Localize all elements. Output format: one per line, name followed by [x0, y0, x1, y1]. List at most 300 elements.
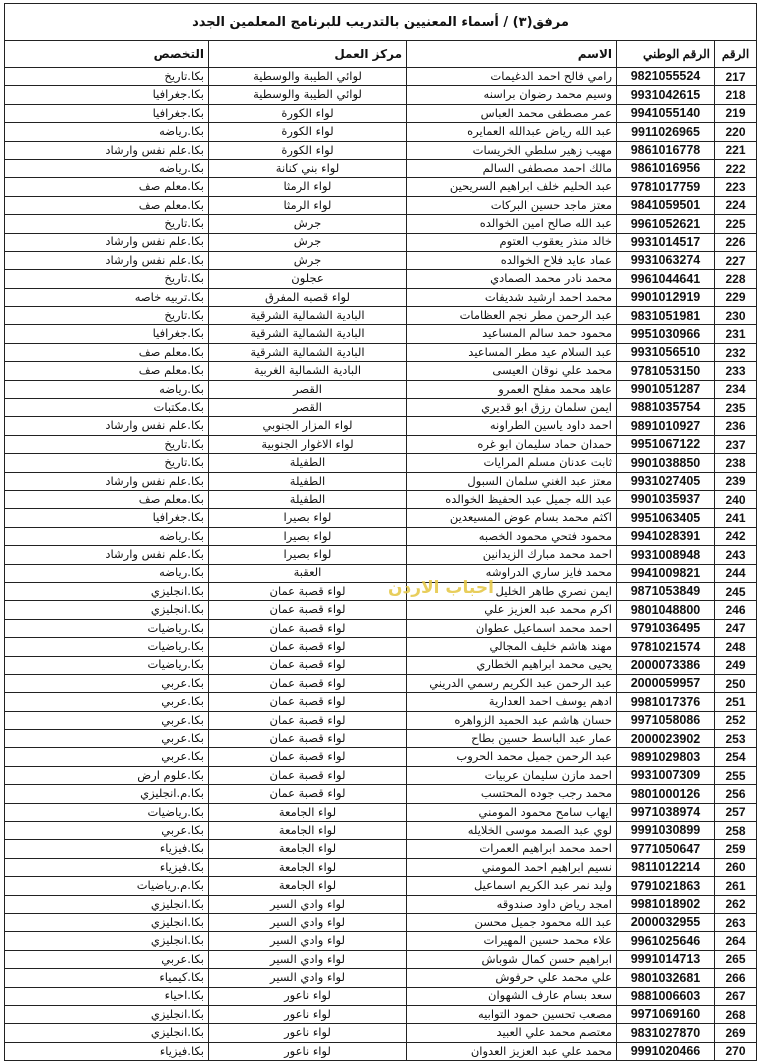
cell-name: عبد الله رياض عبدالله العمايره [407, 123, 617, 141]
cell-workplace: الطفيلة [209, 472, 407, 490]
cell-specialization: بكا.علم نفس وارشاد [5, 251, 209, 269]
cell-specialization: بكا.م.رياضيات [5, 877, 209, 895]
table-row [5, 895, 757, 913]
cell-workplace: لواء قصبة عمان [209, 785, 407, 803]
table-row [5, 1024, 757, 1042]
cell-national-id: 9991014713 [617, 950, 715, 968]
cell-workplace: لوائي الطيبة والوسطية [209, 68, 407, 86]
cell-national-id: 9891029803 [617, 748, 715, 766]
cell-name: احمد مازن سليمان عربيات [407, 766, 617, 784]
cell-workplace: لواء بصيرا [209, 546, 407, 564]
cell-num: 244 [715, 564, 757, 582]
cell-specialization: بكا.رياضه [5, 527, 209, 545]
cell-workplace: لواء قصبة عمان [209, 748, 407, 766]
cell-name: عبد الحليم خلف ابراهيم السريحين [407, 178, 617, 196]
cell-workplace: لواء الكورة [209, 104, 407, 122]
cell-name: محمود فتحي محمود الخصبه [407, 527, 617, 545]
table-body [5, 68, 757, 1061]
cell-name: معتز عبد الغني سلمان السبول [407, 472, 617, 490]
cell-workplace: البادية الشمالية الغربية [209, 362, 407, 380]
cell-name: محمد نادر محمد الصمادي [407, 270, 617, 288]
cell-name: نسيم ابراهيم احمد المومني [407, 858, 617, 876]
table-row [5, 68, 757, 86]
cell-num: 253 [715, 730, 757, 748]
table-row [5, 343, 757, 361]
cell-national-id: 9911026965 [617, 123, 715, 141]
cell-specialization: بكا.احياء [5, 987, 209, 1005]
header-workplace: مركز العمل [209, 41, 407, 68]
cell-num: 233 [715, 362, 757, 380]
cell-num: 230 [715, 307, 757, 325]
table-row [5, 86, 757, 104]
cell-workplace: لواء الكورة [209, 141, 407, 159]
cell-workplace: لواء وادي السير [209, 969, 407, 987]
cell-national-id: 9781017759 [617, 178, 715, 196]
table-row [5, 417, 757, 435]
cell-workplace: لواء وادي السير [209, 913, 407, 931]
table-row [5, 785, 757, 803]
cell-name: اكثم محمد بسام عوض المسيعدين [407, 509, 617, 527]
table-row [5, 748, 757, 766]
cell-national-id: 9941055140 [617, 104, 715, 122]
cell-name: محمد فايز ساري الدراوشه [407, 564, 617, 582]
table-row [5, 638, 757, 656]
cell-name: ادهم يوسف احمد العدارية [407, 693, 617, 711]
cell-national-id: 9781021574 [617, 638, 715, 656]
cell-specialization: بكا.عربي [5, 693, 209, 711]
cell-workplace: الطفيلة [209, 490, 407, 508]
table-row [5, 619, 757, 637]
cell-national-id: 9891010927 [617, 417, 715, 435]
cell-workplace: لواء ناعور [209, 987, 407, 1005]
cell-name: مهند هاشم خليف المجالي [407, 638, 617, 656]
cell-specialization: بكا.معلم صف [5, 343, 209, 361]
cell-name: عماد عايد فلاح الخوالده [407, 251, 617, 269]
table-row [5, 582, 757, 600]
cell-name: مهيب زهير سلطي الخريسات [407, 141, 617, 159]
cell-name: مصعب تحسين حمود التوابيه [407, 1005, 617, 1023]
table-row [5, 693, 757, 711]
cell-workplace: لواء الجامعة [209, 840, 407, 858]
cell-workplace: لواء الكورة [209, 123, 407, 141]
cell-specialization: بكا.انجليزي [5, 932, 209, 950]
cell-num: 251 [715, 693, 757, 711]
cell-workplace: لواء الجامعة [209, 803, 407, 821]
cell-workplace: لواء قصبة عمان [209, 693, 407, 711]
cell-workplace: لواء قصبة عمان [209, 582, 407, 600]
cell-name: محمد علي نوقان العيسى [407, 362, 617, 380]
cell-workplace: لواء بصيرا [209, 509, 407, 527]
cell-num: 243 [715, 546, 757, 564]
cell-workplace: لواء ناعور [209, 1005, 407, 1023]
cell-name: لوي عبد الصمد موسى الخلايله [407, 822, 617, 840]
cell-specialization: بكا.عربي [5, 748, 209, 766]
cell-specialization: بكا.علم نفس وارشاد [5, 141, 209, 159]
cell-workplace: لواء الرمثا [209, 178, 407, 196]
table-row [5, 564, 757, 582]
table-row [5, 987, 757, 1005]
cell-national-id: 9901012919 [617, 288, 715, 306]
table-row [5, 233, 757, 251]
cell-workplace: لواء قصبه المفرق [209, 288, 407, 306]
cell-specialization: بكا.فيزياء [5, 858, 209, 876]
cell-specialization: بكا.معلم صف [5, 490, 209, 508]
table-row [5, 123, 757, 141]
cell-name: محمد احمد ارشيد شديفات [407, 288, 617, 306]
cell-workplace: القصر [209, 380, 407, 398]
cell-name: عبد الرحمن جميل محمد الحروب [407, 748, 617, 766]
cell-num: 223 [715, 178, 757, 196]
cell-national-id: 9771050647 [617, 840, 715, 858]
cell-national-id: 9991030899 [617, 822, 715, 840]
cell-specialization: بكا.عربي [5, 822, 209, 840]
table-row [5, 325, 757, 343]
cell-name: ايهاب سامح محمود المومني [407, 803, 617, 821]
cell-name: ثابت عدنان مسلم المرايات [407, 454, 617, 472]
cell-name: احمد محمد اسماعيل عطوان [407, 619, 617, 637]
cell-national-id: 9941028391 [617, 527, 715, 545]
cell-specialization: بكا.رياضه [5, 123, 209, 141]
cell-specialization: بكا.تاريخ [5, 454, 209, 472]
table-row [5, 399, 757, 417]
cell-num: 226 [715, 233, 757, 251]
cell-workplace: لواء الاغوار الجنوبية [209, 435, 407, 453]
cell-specialization: بكا.تاريخ [5, 270, 209, 288]
cell-num: 217 [715, 68, 757, 86]
cell-specialization: بكا.فيزياء [5, 1042, 209, 1060]
cell-national-id: 2000023902 [617, 730, 715, 748]
cell-workplace: لواء قصبة عمان [209, 674, 407, 692]
cell-specialization: بكا.علوم ارض [5, 766, 209, 784]
cell-specialization: بكا.علم نفس وارشاد [5, 546, 209, 564]
cell-specialization: بكا.فيزياء [5, 840, 209, 858]
cell-workplace: لواء قصبة عمان [209, 711, 407, 729]
table-row [5, 858, 757, 876]
cell-national-id: 9971069160 [617, 1005, 715, 1023]
table-row [5, 766, 757, 784]
cell-num: 269 [715, 1024, 757, 1042]
cell-specialization: بكا.انجليزي [5, 1024, 209, 1042]
cell-specialization: بكا.عربي [5, 730, 209, 748]
cell-workplace: لواء وادي السير [209, 950, 407, 968]
cell-specialization: بكا.انجليزي [5, 913, 209, 931]
table-row [5, 159, 757, 177]
table-row [5, 711, 757, 729]
cell-national-id: 9831027870 [617, 1024, 715, 1042]
cell-specialization: بكا.جغرافيا [5, 325, 209, 343]
cell-name: خالد منذر يعقوب العتوم [407, 233, 617, 251]
cell-specialization: بكا.علم نفس وارشاد [5, 472, 209, 490]
cell-workplace: لواء قصبة عمان [209, 730, 407, 748]
cell-national-id: 9801048800 [617, 601, 715, 619]
cell-num: 260 [715, 858, 757, 876]
cell-workplace: لواء وادي السير [209, 895, 407, 913]
table-row [5, 104, 757, 122]
cell-specialization: بكا.تربيه خاصه [5, 288, 209, 306]
cell-num: 268 [715, 1005, 757, 1023]
cell-num: 240 [715, 490, 757, 508]
cell-national-id: 2000073386 [617, 656, 715, 674]
cell-national-id: 9971038974 [617, 803, 715, 821]
cell-num: 225 [715, 215, 757, 233]
cell-num: 222 [715, 159, 757, 177]
table-row [5, 527, 757, 545]
cell-num: 264 [715, 932, 757, 950]
cell-specialization: بكا.رياضيات [5, 638, 209, 656]
table-row [5, 730, 757, 748]
cell-num: 219 [715, 104, 757, 122]
cell-national-id: 9901035937 [617, 490, 715, 508]
cell-num: 224 [715, 196, 757, 214]
cell-national-id: 9931027405 [617, 472, 715, 490]
cell-name: ايمن سلمان رزق ابو قديري [407, 399, 617, 417]
cell-name: عبد الله محمود جميل محسن [407, 913, 617, 931]
cell-national-id: 9951030966 [617, 325, 715, 343]
cell-workplace: لواء الرمثا [209, 196, 407, 214]
cell-num: 245 [715, 582, 757, 600]
trainees-table [4, 3, 757, 1061]
table-row [5, 380, 757, 398]
cell-num: 270 [715, 1042, 757, 1060]
table-row [5, 546, 757, 564]
cell-workplace: البادية الشمالية الشرقية [209, 343, 407, 361]
table-row [5, 803, 757, 821]
cell-workplace: لواء وادي السير [209, 932, 407, 950]
table-row [5, 215, 757, 233]
cell-specialization: بكا.رياضه [5, 564, 209, 582]
header-name: الاسم [407, 41, 617, 68]
header-national-id: الرقم الوطني [617, 41, 715, 68]
cell-num: 218 [715, 86, 757, 104]
cell-workplace: لواء الجامعة [209, 877, 407, 895]
cell-num: 235 [715, 399, 757, 417]
cell-name: عاهد محمد مفلح العمرو [407, 380, 617, 398]
table-row [5, 509, 757, 527]
cell-specialization: بكا.معلم صف [5, 178, 209, 196]
cell-name: عبد الرحمن عبد الكريم رسمي الدريني [407, 674, 617, 692]
cell-num: 241 [715, 509, 757, 527]
cell-workplace: لوائي الطيبة والوسطية [209, 86, 407, 104]
document-title: مرفق(٣) / أسماء المعنيين بالتدريب للبرنامج المعلمين الجدد [5, 4, 757, 41]
cell-num: 261 [715, 877, 757, 895]
cell-name: محمد رجب جوده المحتسب [407, 785, 617, 803]
cell-num: 232 [715, 343, 757, 361]
cell-specialization: بكا.انجليزي [5, 601, 209, 619]
cell-workplace: لواء بصيرا [209, 527, 407, 545]
cell-workplace: لواء قصبة عمان [209, 766, 407, 784]
cell-national-id: 9791021863 [617, 877, 715, 895]
cell-num: 250 [715, 674, 757, 692]
table-row [5, 472, 757, 490]
cell-name: مالك احمد مصطفى السالم [407, 159, 617, 177]
cell-name: وسيم محمد رضوان براسنه [407, 86, 617, 104]
table-row [5, 1042, 757, 1060]
cell-national-id: 9861016956 [617, 159, 715, 177]
cell-num: 221 [715, 141, 757, 159]
cell-name: محمود حمد سالم المساعيد [407, 325, 617, 343]
cell-specialization: بكا.رياضيات [5, 619, 209, 637]
cell-name: احمد محمد مبارك الزيدانين [407, 546, 617, 564]
cell-specialization: بكا.كيمياء [5, 969, 209, 987]
table-row [5, 435, 757, 453]
cell-workplace: العقبة [209, 564, 407, 582]
cell-national-id: 9961025646 [617, 932, 715, 950]
cell-name: حسان هاشم عبد الحميد الزواهره [407, 711, 617, 729]
cell-specialization: بكا.جغرافيا [5, 86, 209, 104]
cell-specialization: بكا.رياضه [5, 380, 209, 398]
cell-national-id: 9931063274 [617, 251, 715, 269]
cell-national-id: 2000059957 [617, 674, 715, 692]
cell-num: 239 [715, 472, 757, 490]
table-row [5, 601, 757, 619]
cell-name: معتصم محمد علي العبيد [407, 1024, 617, 1042]
table-row [5, 822, 757, 840]
cell-workplace: لواء بني كنانة [209, 159, 407, 177]
cell-national-id: 9981017376 [617, 693, 715, 711]
table-row [5, 674, 757, 692]
cell-national-id: 9901051287 [617, 380, 715, 398]
cell-national-id: 9791036495 [617, 619, 715, 637]
cell-national-id: 9801000126 [617, 785, 715, 803]
cell-national-id: 9811012214 [617, 858, 715, 876]
cell-national-id: 9931056510 [617, 343, 715, 361]
cell-national-id: 9821055524 [617, 68, 715, 86]
header-specialization: التخصص [5, 41, 209, 68]
table-row [5, 362, 757, 380]
cell-name: عبد الرحمن مطر نجم العظامات [407, 307, 617, 325]
cell-name: محمد علي عبد العزيز العدوان [407, 1042, 617, 1060]
cell-num: 238 [715, 454, 757, 472]
cell-num: 259 [715, 840, 757, 858]
table-row [5, 950, 757, 968]
cell-workplace: لواء قصبة عمان [209, 601, 407, 619]
cell-specialization: بكا.علم نفس وارشاد [5, 233, 209, 251]
cell-workplace: لواء ناعور [209, 1024, 407, 1042]
cell-num: 256 [715, 785, 757, 803]
cell-national-id: 9861016778 [617, 141, 715, 159]
cell-specialization: بكا.انجليزي [5, 1005, 209, 1023]
cell-num: 231 [715, 325, 757, 343]
cell-num: 229 [715, 288, 757, 306]
cell-national-id: 9931014517 [617, 233, 715, 251]
cell-num: 228 [715, 270, 757, 288]
title-row [5, 4, 757, 41]
cell-national-id: 9941009821 [617, 564, 715, 582]
cell-specialization: بكا.عربي [5, 674, 209, 692]
cell-num: 262 [715, 895, 757, 913]
cell-specialization: بكا.رياضيات [5, 803, 209, 821]
cell-workplace: جرش [209, 215, 407, 233]
cell-specialization: بكا.مكتبات [5, 399, 209, 417]
cell-num: 257 [715, 803, 757, 821]
cell-specialization: بكا.تاريخ [5, 215, 209, 233]
cell-workplace: لواء الجامعة [209, 858, 407, 876]
table-row [5, 840, 757, 858]
cell-num: 220 [715, 123, 757, 141]
cell-national-id: 9801032681 [617, 969, 715, 987]
cell-national-id: 9971058086 [617, 711, 715, 729]
cell-national-id: 9881035754 [617, 399, 715, 417]
cell-national-id: 9831051981 [617, 307, 715, 325]
cell-national-id: 9951067122 [617, 435, 715, 453]
cell-name: احمد محمد ابراهيم العمرات [407, 840, 617, 858]
cell-national-id: 9881006603 [617, 987, 715, 1005]
table-row [5, 490, 757, 508]
cell-specialization: بكا.علم نفس وارشاد [5, 417, 209, 435]
cell-name: عمر مصطفى محمد العباس [407, 104, 617, 122]
cell-name: عبد الله جميل عبد الحفيظ الخوالده [407, 490, 617, 508]
cell-national-id: 9781053150 [617, 362, 715, 380]
cell-workplace: لواء الجامعة [209, 822, 407, 840]
cell-name: معتز ماجد حسين البركات [407, 196, 617, 214]
cell-name: عبد السلام عيد مطر المساعيد [407, 343, 617, 361]
cell-specialization: بكا.عربي [5, 711, 209, 729]
watermark-text: احباب الاردن [388, 578, 494, 598]
cell-num: 267 [715, 987, 757, 1005]
cell-name: امجد رياض داود صندوقه [407, 895, 617, 913]
cell-workplace: البادية الشمالية الشرقية [209, 325, 407, 343]
cell-name: يحيى محمد ابراهيم الخطاري [407, 656, 617, 674]
cell-num: 255 [715, 766, 757, 784]
cell-specialization: بكا.جغرافيا [5, 509, 209, 527]
cell-name: وليد نمر عبد الكريم اسماعيل [407, 877, 617, 895]
cell-national-id: 9931008948 [617, 546, 715, 564]
cell-num: 237 [715, 435, 757, 453]
cell-national-id: 9931042615 [617, 86, 715, 104]
table-row [5, 1005, 757, 1023]
cell-national-id: 2000032955 [617, 913, 715, 931]
cell-specialization: بكا.معلم صف [5, 196, 209, 214]
cell-workplace: لواء قصبة عمان [209, 638, 407, 656]
cell-name: ايمن نصري طاهر الخليل [407, 582, 617, 600]
cell-num: 242 [715, 527, 757, 545]
header-row [5, 41, 757, 68]
cell-national-id: 9981018902 [617, 895, 715, 913]
cell-name: ابراهيم حسن كمال شوباش [407, 950, 617, 968]
cell-num: 249 [715, 656, 757, 674]
cell-national-id: 9841059501 [617, 196, 715, 214]
cell-workplace: عجلون [209, 270, 407, 288]
cell-specialization: بكا.تاريخ [5, 307, 209, 325]
table-row [5, 454, 757, 472]
cell-national-id: 9871053849 [617, 582, 715, 600]
cell-name: حمدان حماد سليمان ابو غره [407, 435, 617, 453]
cell-name: علي محمد علي حرفوش [407, 969, 617, 987]
table-row [5, 196, 757, 214]
table-row [5, 141, 757, 159]
table-row [5, 270, 757, 288]
cell-workplace: الطفيلة [209, 454, 407, 472]
cell-specialization: بكا.م.انجليزي [5, 785, 209, 803]
cell-name: رامي فالح احمد الدغيمات [407, 68, 617, 86]
cell-specialization: بكا.رياضيات [5, 656, 209, 674]
cell-name: احمد داود ياسين الطراونه [407, 417, 617, 435]
cell-specialization: بكا.رياضه [5, 159, 209, 177]
header-num: الرقم [715, 41, 757, 68]
cell-num: 263 [715, 913, 757, 931]
table-row [5, 877, 757, 895]
cell-national-id: 9901038850 [617, 454, 715, 472]
table-row [5, 656, 757, 674]
cell-national-id: 9961044641 [617, 270, 715, 288]
cell-specialization: بكا.عربي [5, 950, 209, 968]
cell-national-id: 9961052621 [617, 215, 715, 233]
cell-workplace: جرش [209, 251, 407, 269]
cell-specialization: بكا.انجليزي [5, 895, 209, 913]
cell-name: علاء محمد حسين المهيرات [407, 932, 617, 950]
table-row [5, 288, 757, 306]
cell-workplace: لواء المزار الجنوبي [209, 417, 407, 435]
